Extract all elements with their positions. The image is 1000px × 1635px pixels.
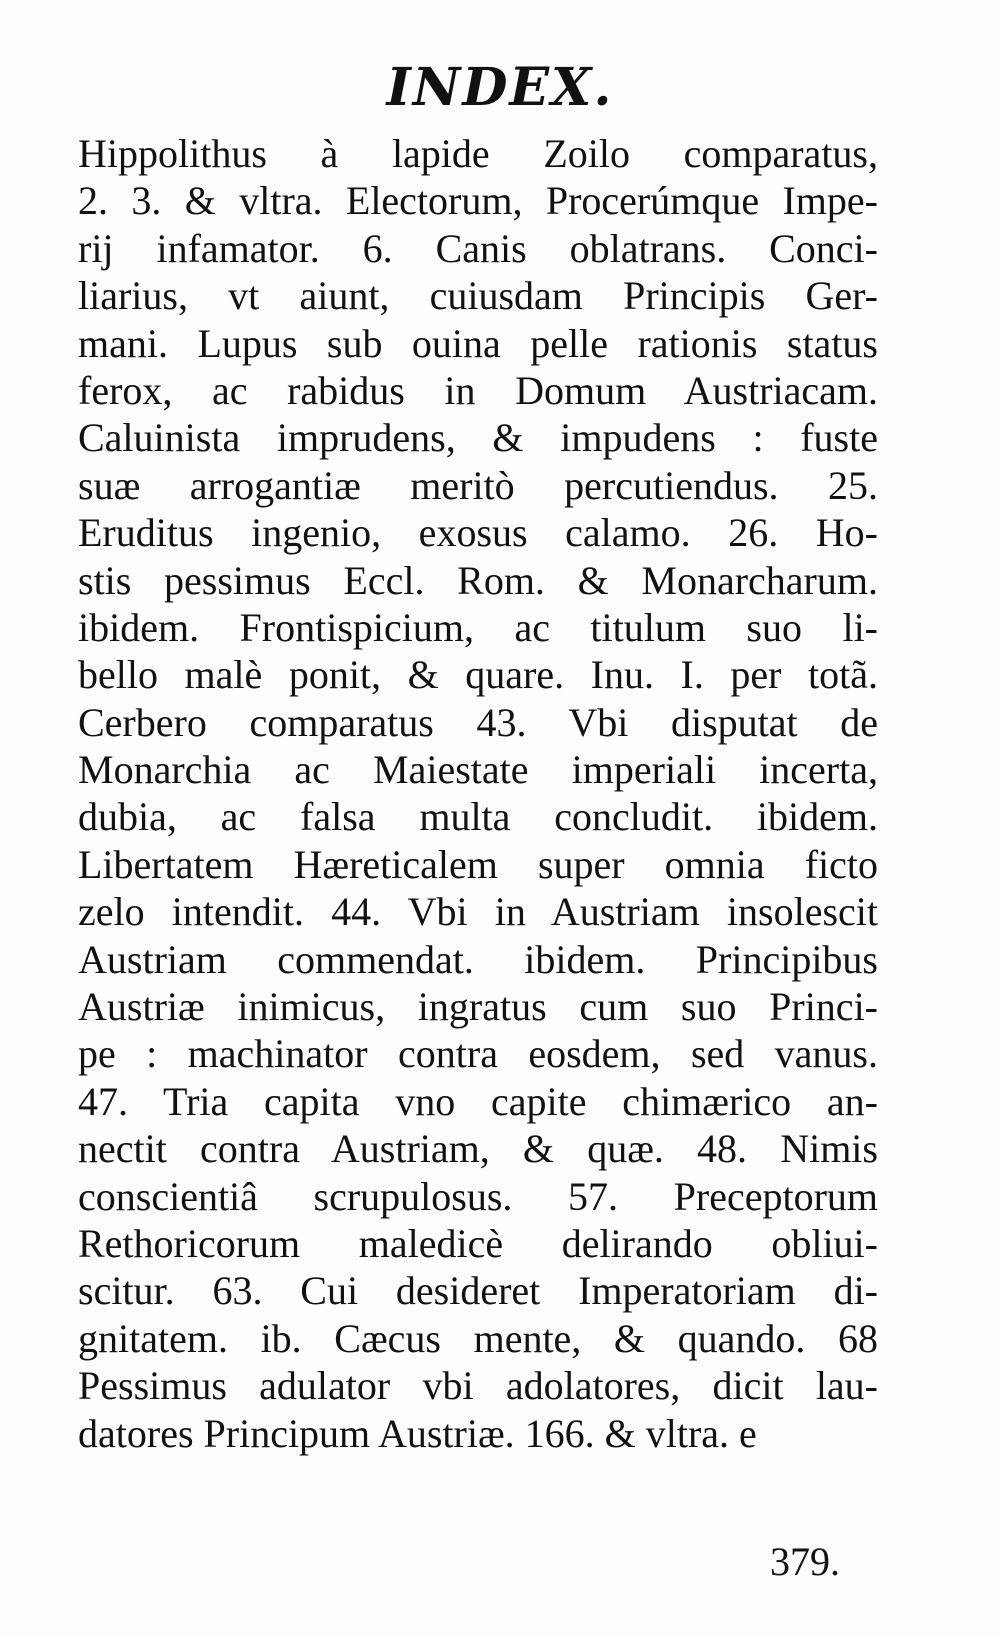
index-line: ibidem. Frontispicium, ac titulum suo li- — [78, 604, 878, 650]
index-line: dubia, ac falsa multa concludit. ibidem. — [78, 794, 878, 840]
index-line: rij infamator. 6. Canis oblatrans. Conci- — [78, 225, 878, 271]
index-line: Austriæ inimicus, ingratus cum suo Princi- — [78, 984, 878, 1030]
index-line: scitur. 63. Cui desideret Imperatoriam di- — [78, 1268, 878, 1314]
index-line: liarius, vt aiunt, cuiusdam Principis Ger- — [78, 273, 878, 319]
index-line: zelo intendit. 44. Vbi in Austriam insolescit — [78, 889, 878, 935]
index-line: conscientiâ scrupulosus. 57. Preceptorum — [78, 1173, 878, 1219]
index-line: 2. 3. & vltra. Electorum, Procerúmque Impe- — [78, 178, 878, 224]
index-line: Austriam commendat. ibidem. Principibus — [78, 936, 878, 982]
index-line: Eruditus ingenio, exosus calamo. 26. Ho- — [78, 510, 878, 556]
index-line: Rethoricorum maledicè delirando obliui- — [78, 1220, 878, 1266]
index-line: gnitatem. ib. Cæcus mente, & quando. 68 — [78, 1315, 878, 1361]
catchword: 379. — [770, 1539, 840, 1584]
index-line: Caluinista imprudens, & impudens : fuste — [78, 415, 878, 461]
index-line: suæ arrogantiæ meritò percutiendus. 25. — [78, 462, 878, 508]
index-line: mani. Lupus sub ouina pelle rationis status — [78, 320, 878, 366]
index-line: stis pessimus Eccl. Rom. & Monarcharum. — [78, 557, 878, 603]
page-heading: INDEX. — [386, 57, 614, 118]
index-line: Hippolithus à lapide Zoilo comparatus, — [78, 131, 878, 176]
index-line: bello malè ponit, & quare. Inu. I. per totã. — [78, 652, 878, 698]
index-text — [78, 130, 878, 1457]
index-line: ferox, ac rabidus in Domum Austriacam. — [78, 367, 878, 413]
index-line: Monarchia ac Maiestate imperiali incerta, — [78, 747, 878, 793]
index-line: Pessimus adulator vbi adolatores, dicit lau- — [78, 1363, 878, 1409]
index-line: datores Principum Austriæ. 166. & vltra. e — [78, 1410, 757, 1456]
index-line: 47. Tria capita vno capite chimærico an- — [78, 1078, 878, 1124]
index-line: nectit contra Austriam, & quæ. 48. Nimis — [78, 1126, 878, 1172]
index-line: Libertatem Hæreticalem super omnia ficto — [78, 841, 878, 887]
index-line: pe : machinator contra eosdem, sed vanus. — [78, 1031, 878, 1077]
index-line: Cerbero comparatus 43. Vbi disputat de — [78, 699, 878, 745]
